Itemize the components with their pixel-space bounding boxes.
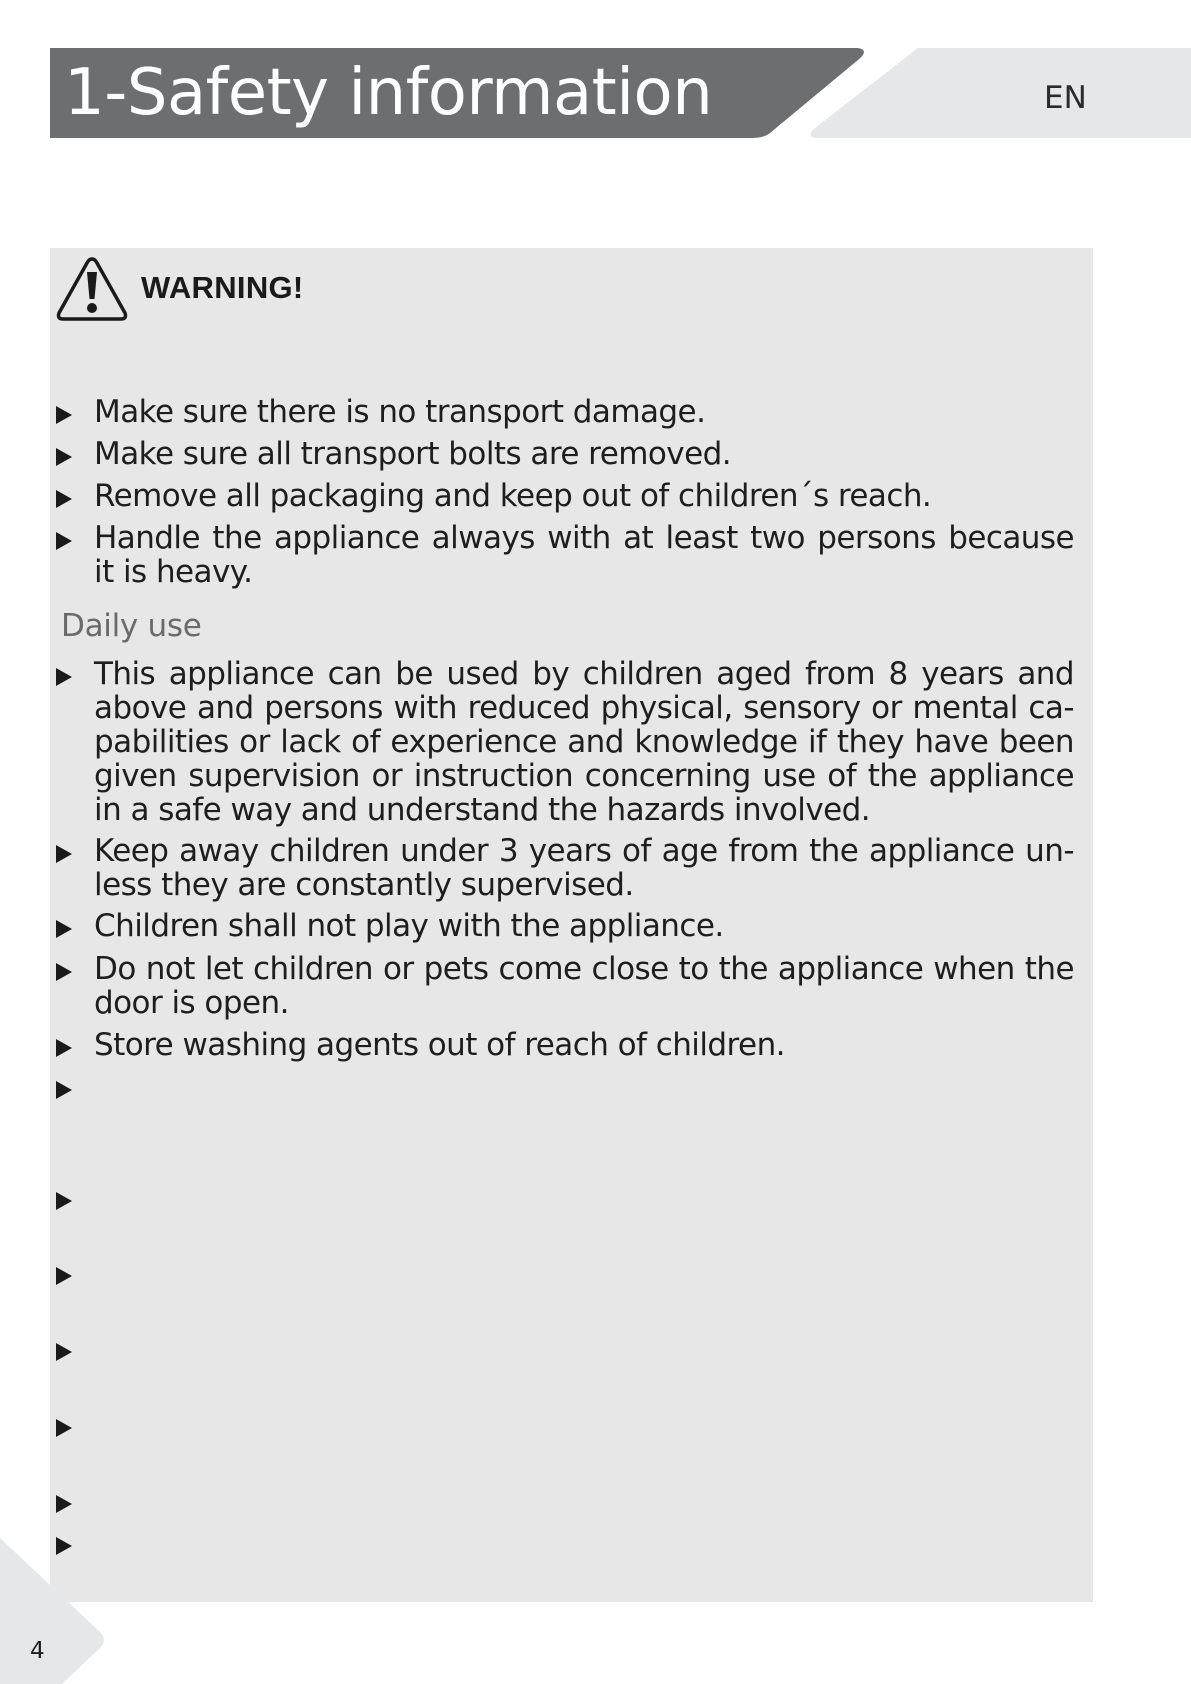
- list-item: Make sure there is no transport damage.: [94, 394, 706, 430]
- bullet-icon: [55, 405, 73, 425]
- page-title: 1-Safety information: [64, 56, 713, 130]
- bullet-icon: [55, 1494, 73, 1514]
- bullet-icon: [55, 1191, 73, 1211]
- list-item: Store washing agents out of reach of children.: [94, 1027, 785, 1063]
- bullet-icon: [55, 1266, 73, 1286]
- bullet-icon: [55, 919, 73, 939]
- bullet-icon: [55, 489, 73, 509]
- bullet-icon: [55, 1080, 73, 1100]
- bullet-icon: [55, 1038, 73, 1058]
- bullet-icon: [55, 844, 73, 864]
- warning-heading: WARNING!: [141, 270, 304, 305]
- warning-triangle-icon: [56, 256, 128, 322]
- bullet-icon: [55, 667, 73, 687]
- section-heading-daily-use: Daily use: [61, 608, 202, 644]
- list-item: This appliance can be used by children aged from 8 years and above and persons with reduced physical, sensory or mental ca-pabilities or lack of experience and knowledge if they have been given supervision or instruction concerning use of the appliance in a safe way and understand the hazards involved.: [94, 656, 1074, 828]
- bullet-icon: [55, 962, 73, 982]
- bullet-icon: [55, 1418, 73, 1438]
- bullet-icon: [55, 1342, 73, 1362]
- list-item: Make sure all transport bolts are removed.: [94, 436, 732, 472]
- page-corner-tab: [0, 1538, 110, 1684]
- list-item: Do not let children or pets come close to the appliance when the door is open.: [94, 951, 1074, 1021]
- bullet-icon: [55, 531, 73, 551]
- bullet-icon: [55, 447, 73, 467]
- language-code: EN: [1044, 80, 1087, 116]
- list-item: Keep away children under 3 years of age from the appliance un-less they are constantly supervised.: [94, 833, 1074, 903]
- list-item: Children shall not play with the appliance.: [94, 908, 724, 944]
- language-band-shape: [811, 48, 1191, 138]
- list-item: Handle the appliance always with at least two persons because it is heavy.: [94, 520, 1074, 590]
- list-item: Remove all packaging and keep out of children´s reach.: [94, 478, 932, 514]
- page-number: 4: [30, 1638, 45, 1664]
